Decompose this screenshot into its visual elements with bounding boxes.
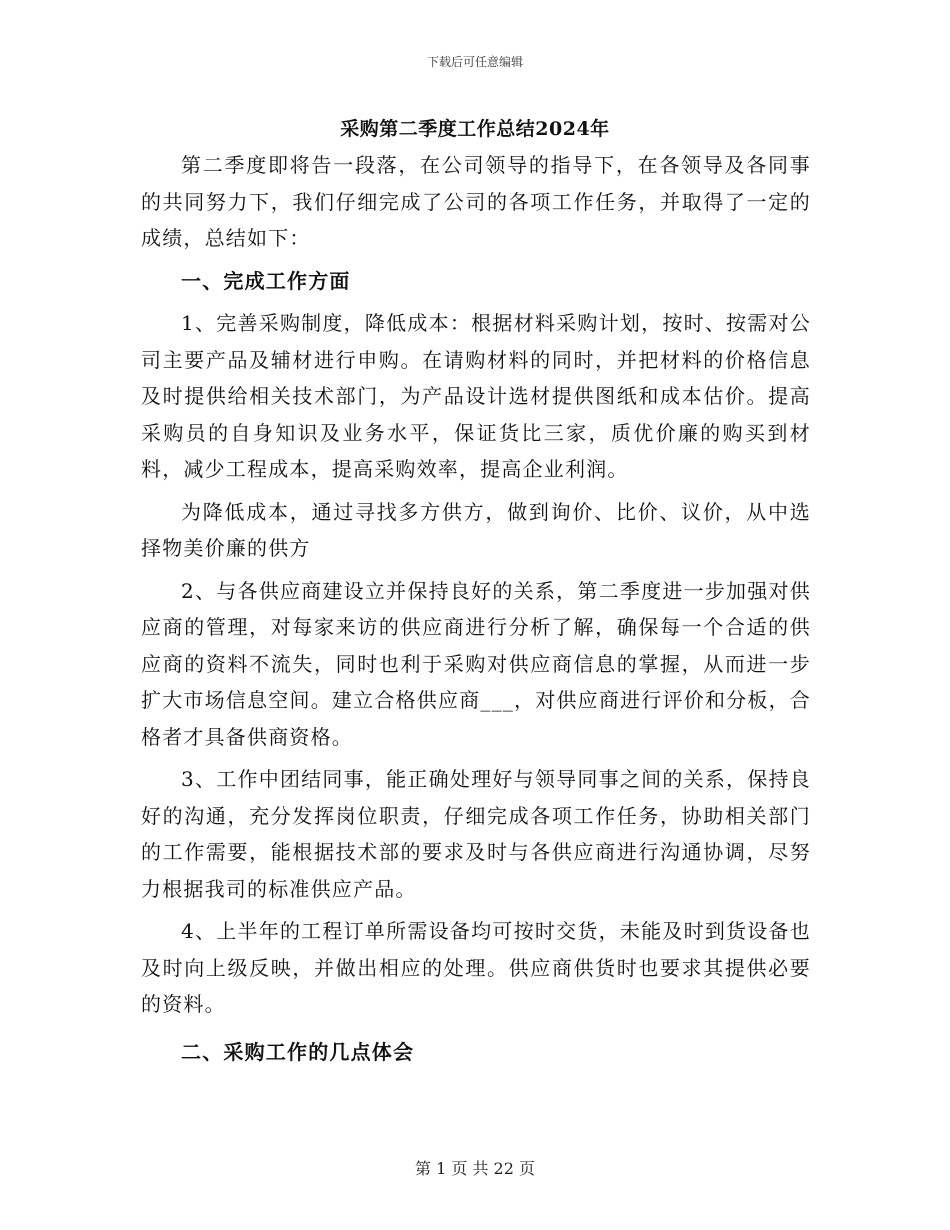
document-body <box>141 147 811 1070</box>
intro-paragraph: 第二季度即将告一段落，在公司领导的指导下，在各领导及各同事的共同努力下，我们仔细完成了公司的各项工作任务，并取得了一定的成绩，总结如下： <box>141 153 811 250</box>
paragraph-item-2: 2、与各供应商建设立并保持良好的关系，第二季度进一步加强对供应商的管理，对每家来访的供应商进行分析了解，确保每一个合适的供应商的资料不流失，同时也利于采购对供应商信息的掌握，从而进一步扩大市场信息空间。建立合格供应商___，对供应商进行评价和分板，合格者才具备供商资格。 <box>141 578 811 749</box>
header-note: 下载后可任意编辑 <box>426 55 523 69</box>
section-heading-1: 一、完成工作方面 <box>181 268 351 293</box>
paragraph-item-3: 3、工作中团结同事，能正确处理好与领导同事之间的关系，保持良好的沟通，充分发挥岗位职责，仔细完成各项工作任务，协助相关部门的工作需要，能根据技术部的要求及时与各供应商进行沟通协调，尽努力根据我司的标准供应产品。 <box>141 767 811 901</box>
paragraph-item-4: 4、上半年的工程订单所需设备均可按时交货，未能及时到货设备也及时向上级反映，并做出相应的处理。供应商供货时也要求其提供必要的资料。 <box>141 919 811 1016</box>
document-title: 采购第二季度工作总结2024年 <box>340 118 610 140</box>
page-number: 第 1 页 共 22 页 <box>415 1159 535 1178</box>
paragraph-item-1: 1、完善采购制度，降低成本：根据材料采购计划，按时、按需对公司主要产品及辅材进行申购。在请购材料的同时，并把材料的价格信息及时提供给相关技术部门，为产品设计选材提供图纸和成本估价。提高采购员的自身知识及业务水平，保证货比三家，质优价廉的购买到材料，减少工程成本，提高采购效率，提高企业利润。 <box>141 311 811 481</box>
paragraph-cost-reduction: 为降低成本，通过寻找多方供方，做到询价、比价、议价，从中选择物美价廉的供方 <box>141 499 811 560</box>
section-heading-2: 二、采购工作的几点体会 <box>181 1039 415 1064</box>
